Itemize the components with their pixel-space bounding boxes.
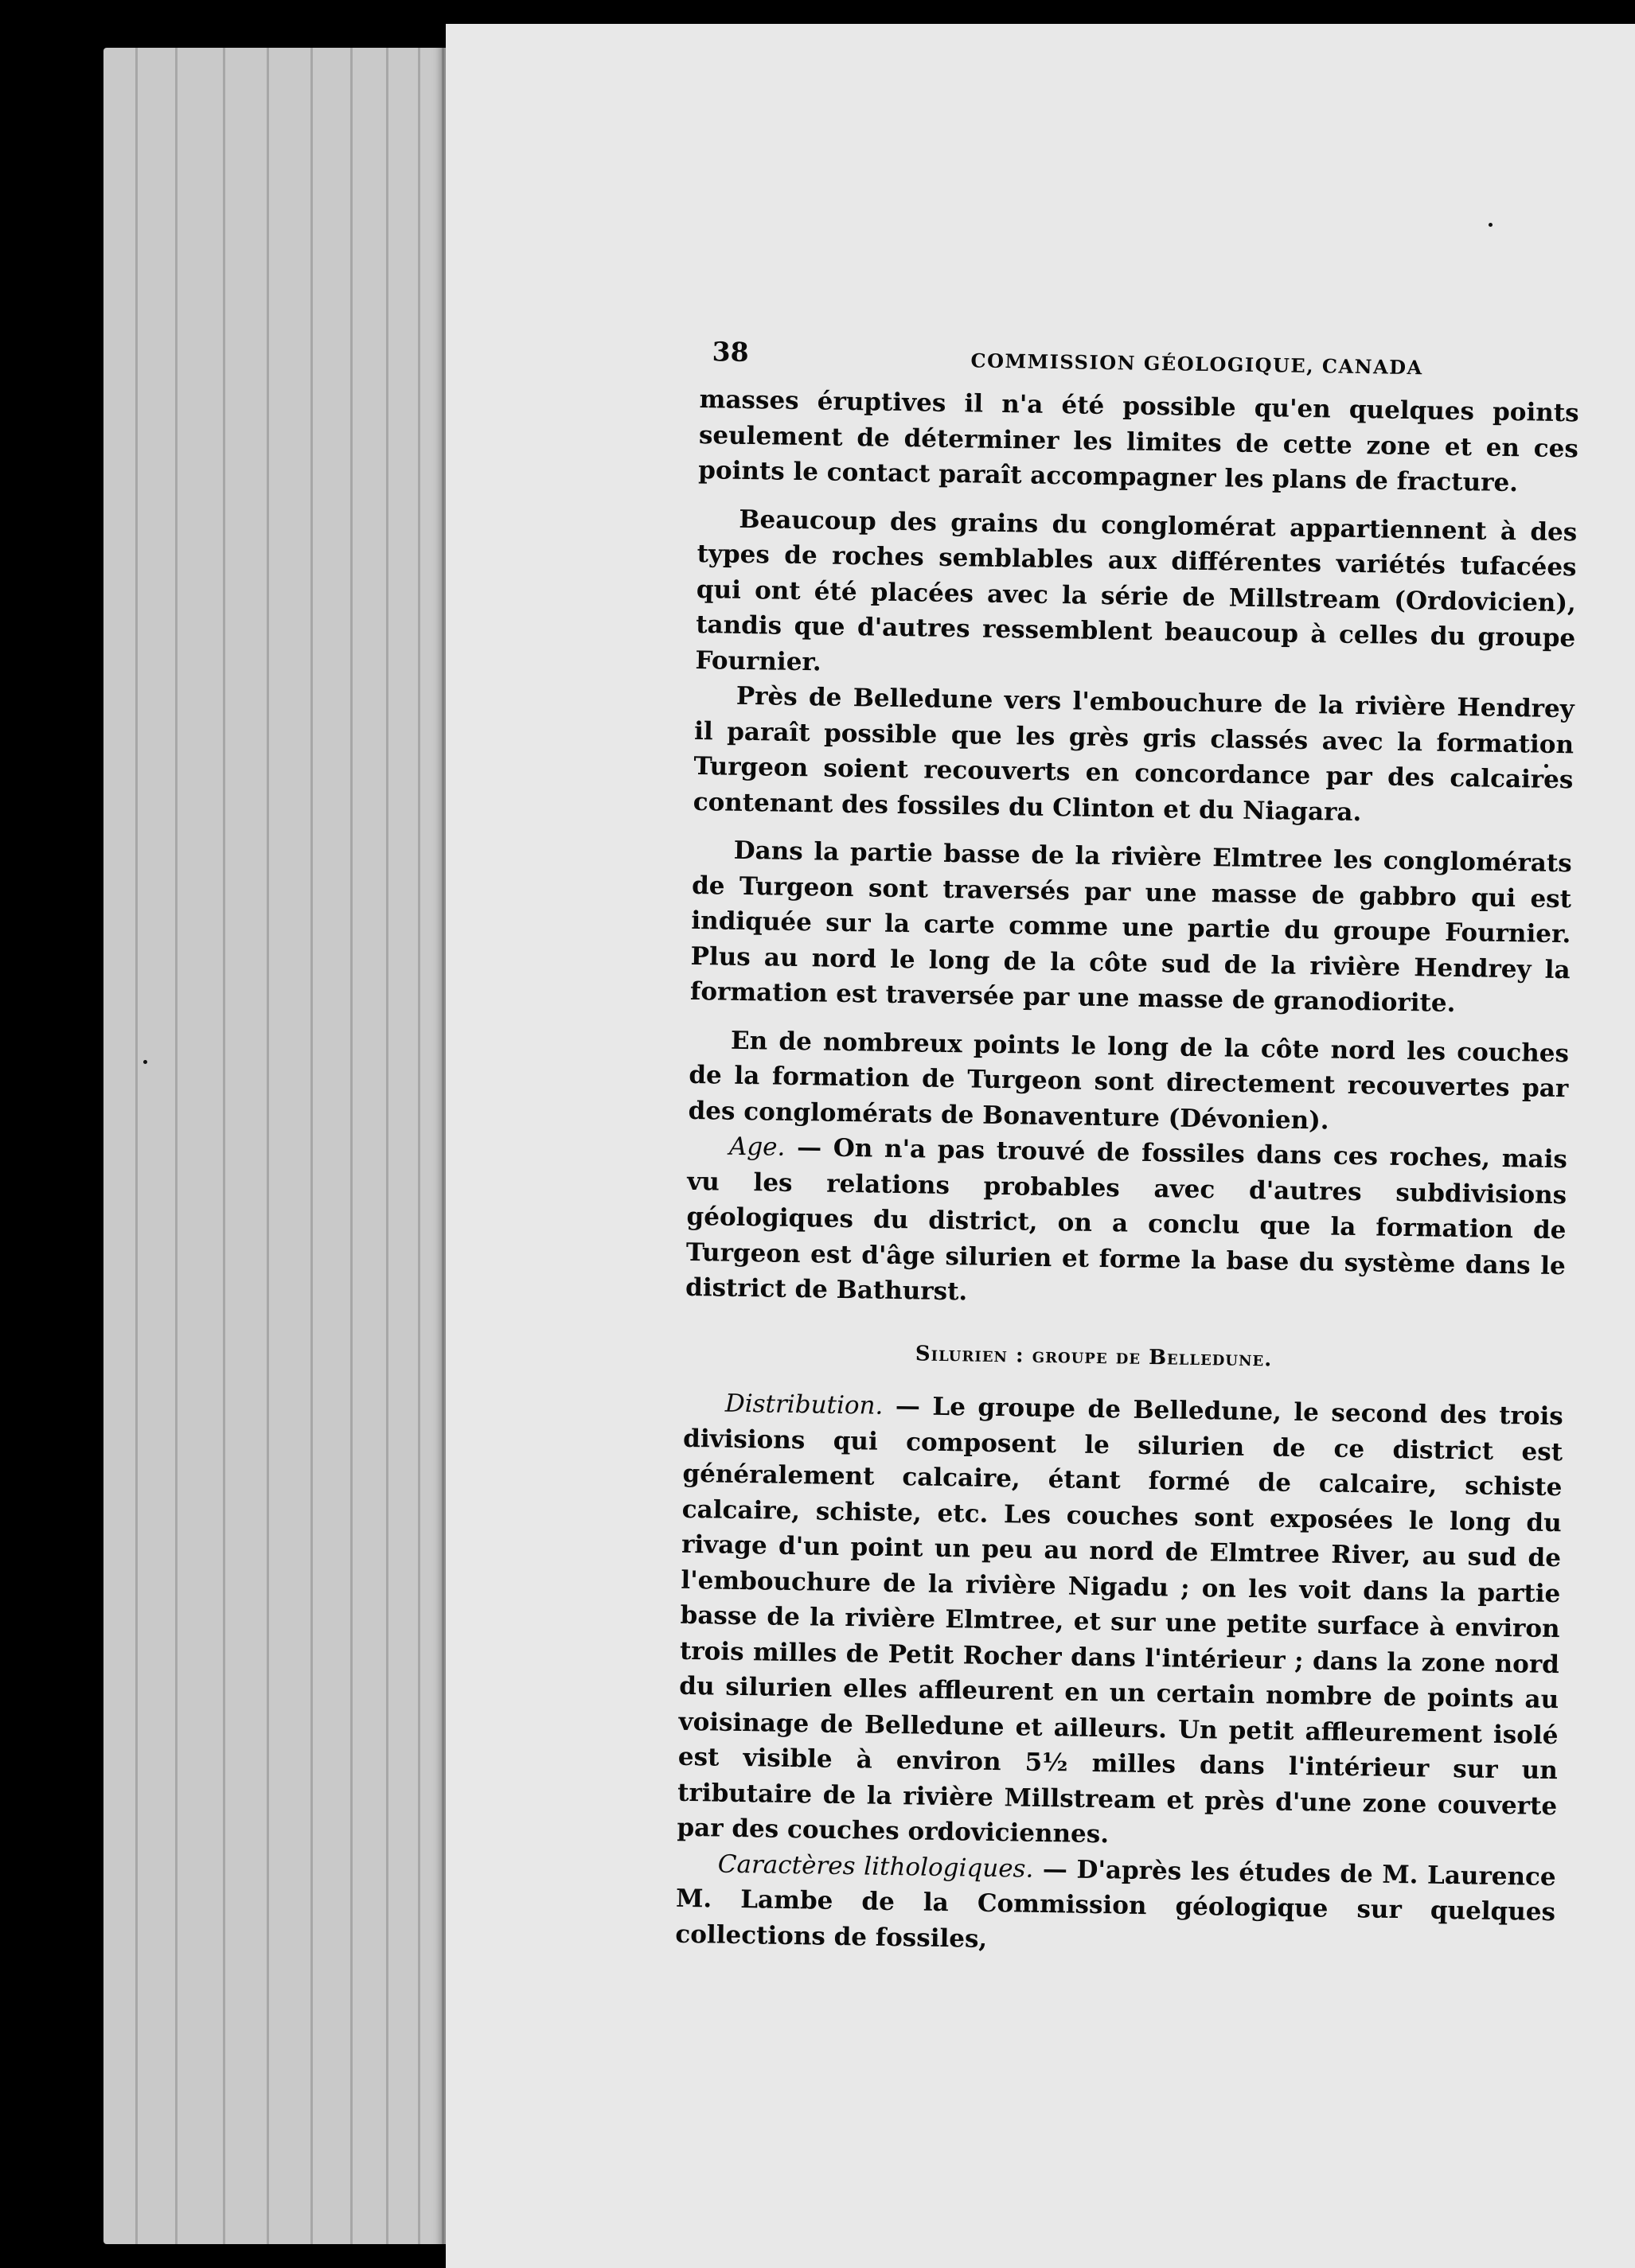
paragraph xyxy=(698,382,1579,502)
paragraph-text: — On n'a pas trouvé de fossiles dans ces roches, mais vu les relations probables avec d'autres subdivisions géologiques du district, on a conclu que la formation de Turgeon est d'âge silurien et forme la base du système dans le district de Bathurst. xyxy=(685,1132,1568,1307)
paragraph-text: Beaucoup des grains du conglomérat appartiennent à des types de roches semblables aux différentes variétés tufacées qui ont été placées avec la série de Millstream (Ordovicien), tandis que d'autres ressemblent beaucoup à celles du groupe Fournier. xyxy=(695,505,1578,676)
paragraph-text: Près de Belledune vers l'embouchure de la rivière Hendrey il paraît possible que les grès gris classés avec la formation Turgeon soient recouverts en concordance par des calcaires contenant des fossiles du Clinton et du Niagara. xyxy=(693,681,1575,827)
paragraph xyxy=(695,501,1577,692)
paragraph-text: masses éruptives il n'a été possible qu'en quelques points seulement de déterminer les limites de cette zone et en ces points le contact paraît accompagner les plans de fracture. xyxy=(698,384,1579,498)
paragraph-lead: Age. xyxy=(728,1132,786,1162)
paragraph-text: En de nombreux points le long de la côte nord les couches de la formation de Turgeon sont directement recouvertes par des conglomérats de Bonaventure (Dévonien). xyxy=(688,1026,1570,1136)
paragraph-lead: Distribution. xyxy=(724,1389,884,1420)
paragraph xyxy=(693,678,1575,833)
paragraph xyxy=(690,832,1572,1023)
paragraph-text: — D'après les études de M. Laurence M. Lambe de la Commission géologique sur quelques collections de fossiles, xyxy=(675,1854,1556,1954)
running-title: COMMISSION GÉOLOGIQUE, CANADA xyxy=(970,349,1423,380)
paragraph xyxy=(685,1128,1567,1319)
paragraph-text: — Le groupe de Belledune, le second des trois divisions qui composent le silurien de ce district est généralement calcaire, étant formé de calcaire, schiste calcaire, schiste, etc. Les couches sont exposées le long du rivage d'un point un peu au nord de Elmtree River, au sud de l'embouchure de la rivière Nigadu ; on les voit dans la partie basse de la rivière Elmtree, et sur une petite surface à environ trois milles de Petit Rocher dans l'intérieur ; dans la zone nord du silurien elles affleurent en un certain nombre de points au voisinage de Belledune et ailleurs. Un petit affleurement isolé est visible à environ 5½ milles dans l'intérieur sur un tributaire de la rivière Millstream et près d'une zone couverte par des couches ordoviciennes. xyxy=(677,1391,1564,1849)
paragraph-lead: Caractères lithologiques. xyxy=(717,1849,1034,1884)
paragraph-text: Dans la partie basse de la rivière Elmtree les conglomérats de Turgeon sont traversés par une masse de gabbro qui est indiquée sur la carte comme une partie du groupe Fournier. Plus au nord le long de la côte sud de la rivière Hendrey la formation est traversée par une masse de granodiorite. xyxy=(689,836,1572,1018)
paragraph xyxy=(675,1845,1556,1966)
page-number: 38 xyxy=(712,336,749,368)
paragraph xyxy=(677,1385,1563,1860)
section-heading: Silurien : groupe de Belledune. xyxy=(915,1341,1273,1371)
paragraph xyxy=(688,1022,1569,1142)
page-text xyxy=(675,334,1580,1966)
